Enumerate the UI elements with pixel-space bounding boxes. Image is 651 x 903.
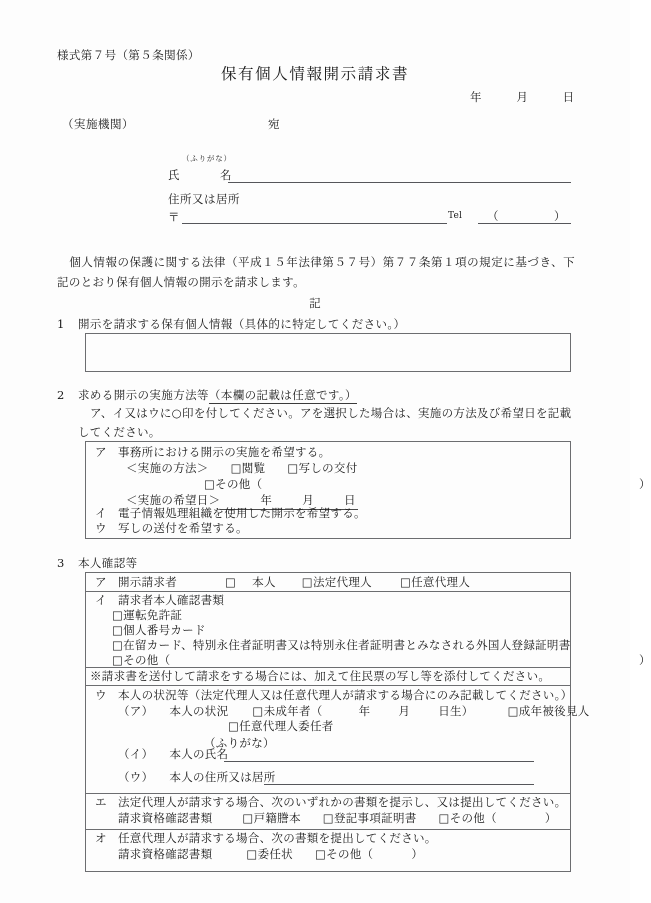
checkbox-legal-docs-other[interactable]: □その他（ [438, 811, 497, 825]
section2-number: 2 [57, 388, 65, 402]
checkbox-power-of-attorney[interactable]: □委任状 [246, 847, 293, 861]
furigana-label-name: （ふりがな） [182, 154, 232, 163]
checkbox-my-number-card[interactable]: □個人番号カード [112, 623, 206, 637]
tel-paren-label: （ ） [487, 209, 588, 223]
section3-row-u-label: 本人の状況等（法定代理人又は任意代理人が請求する場合にのみ記載してください。） [118, 688, 573, 702]
name-input-line[interactable] [228, 182, 571, 183]
name-label-part2: 名 [220, 168, 232, 182]
section1-heading-text: 開示を請求する保有個人情報（具体的に特定してください。） [78, 317, 406, 331]
section2-option-i[interactable] [95, 506, 366, 522]
checkbox-family-register[interactable]: □戸籍謄本 [242, 811, 301, 825]
page-title: 保有個人情報開示請求書 [220, 65, 410, 83]
section3-sub-a-mark: （ア） [118, 704, 154, 718]
date-day-label: 日 [562, 90, 575, 104]
section2-method-row [126, 461, 358, 477]
date-year-label: 年 [470, 90, 482, 104]
checkbox-voluntary-representative[interactable]: □任意代理人 [399, 575, 471, 589]
section3-row-a-mark: ア [95, 575, 107, 589]
law-paragraph-line1: 個人情報の保護に関する法律（平成１５年法律第５７号）第７７条第１項の規定に基づき、下 [69, 255, 575, 269]
checkbox-voluntary-docs-other-close: ） [411, 847, 424, 861]
section1-input-box[interactable] [85, 333, 571, 372]
checkbox-drivers-license[interactable]: □運転免許証 [112, 608, 183, 622]
table-divider-u-e [86, 793, 570, 794]
law-paragraph [57, 252, 575, 292]
section3-row-o-label: 任意代理人が請求する場合、次の書類を提出してください。 [118, 831, 437, 845]
checkbox-copy-delivery[interactable]: □写しの交付 [287, 461, 358, 475]
checkbox-legal-docs-other-close: ） [544, 811, 557, 825]
form-number: 様式第７号（第５条関係） [57, 48, 200, 62]
section3-row-o-docs [118, 847, 423, 863]
section3-row-o [95, 831, 437, 847]
section3-row-o-docs-label: 請求資格確認書類 [118, 847, 213, 861]
date-line [470, 90, 575, 106]
section3-row-e-label: 法定代理人が請求する場合、次のいずれかの書類を提示し、又は提出してください。 [118, 795, 567, 809]
section3-row-i [95, 593, 224, 609]
section2-note [78, 404, 573, 441]
section3-row-i-mark: イ [95, 593, 107, 607]
section2-option-u-mark: ウ [95, 521, 107, 535]
section2-note-line1: ア、イ又はウに○印を付してください。アを選択した場合は、実施の方法及び希望日を記 [90, 406, 560, 420]
agency-label: （実施機関） [62, 117, 134, 131]
table-divider-e-o [86, 829, 570, 830]
section3-row-e-mark: エ [95, 795, 107, 809]
checkbox-id-other-close: ） [639, 653, 651, 667]
section2-note-line2: 載してください。 [78, 406, 572, 439]
section2-option-i-mark: イ [95, 506, 107, 520]
principal-address-input-line[interactable] [264, 784, 534, 785]
section3-row-i-label: 請求者本人確認書類 [118, 593, 225, 607]
checkbox-residence-card[interactable]: □在留カード、特別永住者証明書又は特別永住者証明書とみなされる外国人登録証明書 [112, 638, 571, 652]
section3-number: 3 [57, 556, 65, 570]
section2-method-label: ＜実施の方法＞ [126, 461, 209, 475]
section3-table [85, 572, 651, 872]
section2-options-box [85, 441, 651, 539]
checkbox-self[interactable]: □ [225, 575, 237, 589]
checkbox-adult-ward[interactable]: □成年被後見人 [507, 704, 590, 718]
section2-date-month: 月 [302, 493, 315, 507]
ki-marker: 記 [309, 296, 321, 310]
minor-birth-day: 日生） [438, 704, 474, 718]
section2-option-u-text: 写しの送付を希望する。 [118, 521, 248, 535]
section3-sub-i-mark: （イ） [118, 747, 154, 761]
section3-row-a-label: 開示請求者 [118, 575, 177, 589]
section2-option-a[interactable] [95, 445, 330, 461]
section3-sub-u-label: 本人の住所又は居所 [169, 770, 276, 784]
addressee-label: 宛 [268, 117, 280, 131]
section3-row-o-mark: オ [95, 831, 107, 845]
label-self: 本人 [252, 575, 276, 589]
checkbox-method-other[interactable]: □その他（ [204, 477, 263, 491]
address-input-line[interactable] [182, 223, 447, 224]
section2-option-u[interactable] [95, 521, 248, 537]
postal-mark: 〒 [168, 210, 180, 224]
section2-heading-optional: （本欄の記載は任意です。） [208, 388, 357, 402]
section3-row-e [95, 795, 566, 811]
section3-row-a [95, 575, 470, 591]
checkbox-legal-representative[interactable]: □法定代理人 [301, 575, 372, 589]
section3-row-u-sub-a [118, 704, 590, 720]
section2-date-year: 年 [260, 493, 273, 507]
table-divider-note-u [86, 685, 570, 686]
section2-date-day: 日 [344, 493, 356, 507]
name-label-part1: 氏 [168, 168, 180, 182]
minor-birth-month: 月 [398, 704, 411, 718]
section3-row-i-note: ※請求書を送付して請求をする場合には、加えて住民票の写し等を添付してください。 [90, 669, 551, 683]
minor-birth-year: 年 [358, 704, 371, 718]
section1-heading [57, 317, 405, 333]
section2-option-a-text: 事務所における開示の実施を希望する。 [118, 445, 331, 459]
section3-sub-i-label: 本人の氏名 [169, 747, 229, 761]
name-label [168, 168, 232, 184]
section3-row-e-docs-label: 請求資格確認書類 [118, 811, 213, 825]
checkbox-viewing[interactable]: □閲覧 [230, 461, 266, 475]
section3-row-e-docs [118, 811, 557, 827]
section3-row-u-sub-i [118, 747, 228, 763]
section3-sub-a-label: 本人の状況 [169, 704, 229, 718]
section3-row-u-sub-u [118, 770, 276, 786]
table-divider-a-i [86, 591, 570, 592]
tel-label: Tel [448, 211, 463, 221]
checkbox-id-other[interactable]: □その他（ [112, 653, 171, 667]
section2-heading [57, 388, 357, 404]
section2-option-a-mark: ア [95, 445, 107, 459]
section3-sub-u-mark: （ウ） [118, 770, 154, 784]
principal-name-input-line[interactable] [224, 761, 534, 762]
checkbox-voluntary-docs-other[interactable]: □その他（ [314, 847, 374, 861]
section2-option-i-text: 電子情報処理組織を使用した開示を希望する。 [118, 506, 366, 520]
section2-method-other[interactable] [204, 477, 262, 493]
date-month-label: 月 [516, 90, 529, 104]
section3-heading-text: 本人確認等 [78, 556, 138, 570]
section1-number: 1 [57, 317, 65, 331]
section2-method-other-close: ） [639, 477, 651, 491]
checkbox-registry-certificate[interactable]: □登記事項証明書 [322, 811, 417, 825]
section3-heading [57, 556, 138, 572]
table-divider-i-note [86, 667, 570, 668]
checkbox-voluntary-delegator[interactable]: □任意代理人委任者 [228, 719, 334, 733]
address-label: 住所又は居所 [168, 192, 240, 206]
section3-row-u [95, 688, 572, 704]
furigana-label-principal-name: （ふりがな） [204, 736, 275, 750]
section2-heading-text: 求める開示の実施方法等 [78, 388, 209, 402]
section2-desired-date-label: ＜実施の希望日＞ [126, 493, 221, 507]
law-paragraph-line2: 記のとおり保有個人情報の開示を請求します。 [57, 275, 305, 290]
section3-row-u-mark: ウ [95, 688, 107, 702]
tel-input-line[interactable] [478, 223, 571, 224]
checkbox-minor[interactable]: □未成年者（ [252, 704, 323, 718]
